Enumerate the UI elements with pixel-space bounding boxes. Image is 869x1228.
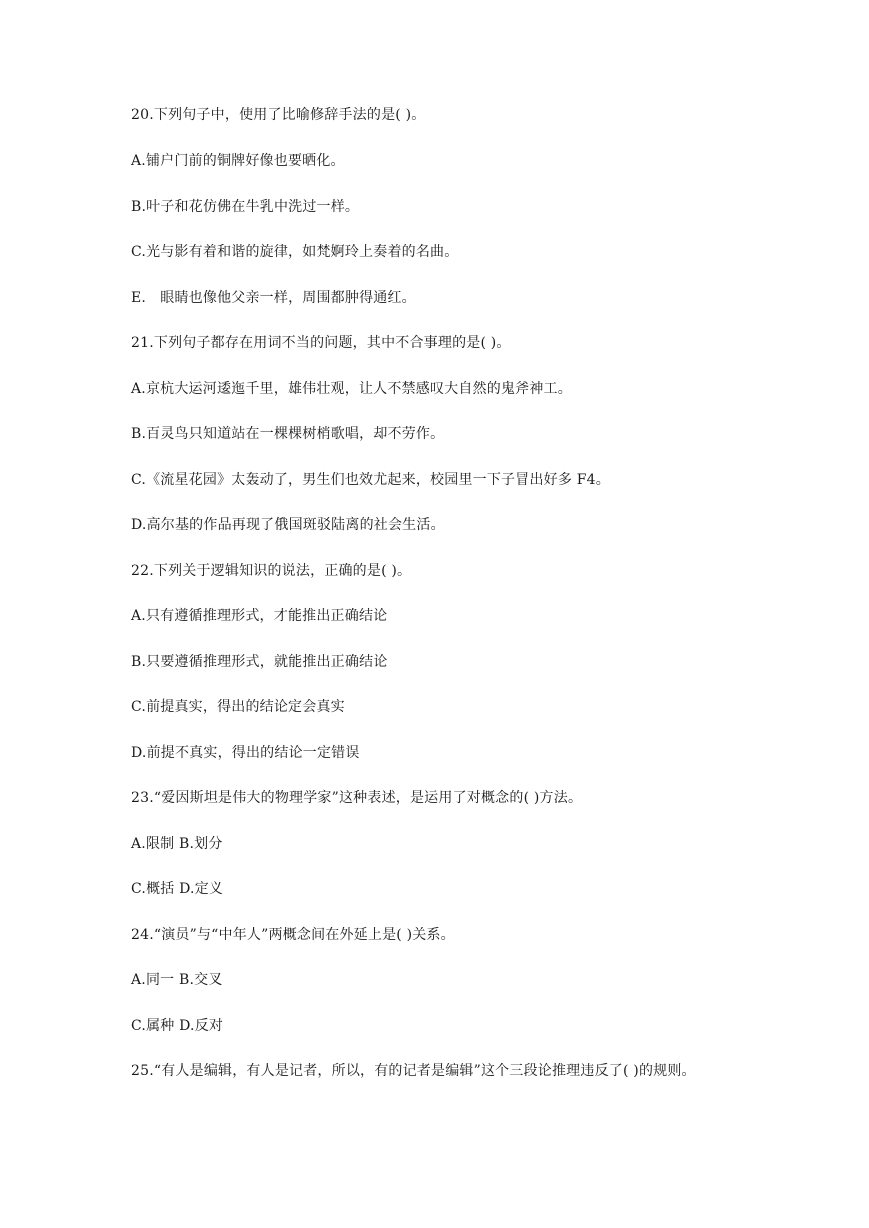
question-24: 24.“演员”与“中年人”两概念间在外延上是( )关系。 — [131, 927, 455, 943]
q20-option-c: C.光与影有着和谐的旋律，如梵婀玲上奏着的名曲。 — [131, 244, 459, 260]
q21-option-b: B.百灵鸟只知道站在一棵棵树梢歌唱，却不劳作。 — [131, 426, 445, 442]
q23-options-cd: C.概括 D.定义 — [131, 881, 224, 897]
q21-option-c: C.《流星花园》太轰动了，男生们也效尤起来，校园里一下子冒出好多 F4。 — [131, 472, 610, 488]
q21-option-d: D.高尔基的作品再现了俄国斑驳陆离的社会生活。 — [131, 517, 445, 533]
question-21: 21.下列句子都存在用词不当的问题，其中不合事理的是( )。 — [131, 335, 511, 351]
q20-option-b: B.叶子和花仿佛在牛乳中洗过一样。 — [131, 199, 360, 215]
q21-option-a: A.京杭大运河逶迤千里，雄伟壮观，让人不禁感叹大自然的鬼斧神工。 — [131, 381, 572, 397]
q20-option-a: A.铺户门前的铜牌好像也要晒化。 — [131, 153, 345, 169]
q20-option-e: E. 眼睛也像他父亲一样，周围都肿得通红。 — [131, 290, 416, 306]
q23-options-ab: A.限制 B.划分 — [131, 836, 223, 852]
q24-options-ab: A.同一 B.交叉 — [131, 972, 223, 988]
question-20: 20.下列句子中，使用了比喻修辞手法的是( )。 — [131, 107, 426, 123]
question-23: 23.“爱因斯坦是伟大的物理学家”这种表述，是运用了对概念的( )方法。 — [131, 790, 583, 806]
q22-option-a: A.只有遵循推理形式，才能推出正确结论 — [131, 608, 388, 624]
q24-options-cd: C.属种 D.反对 — [131, 1018, 224, 1034]
q22-option-d: D.前提不真实，得出的结论一定错误 — [131, 745, 360, 761]
question-22: 22.下列关于逻辑知识的说法，正确的是( )。 — [131, 563, 412, 579]
q22-option-b: B.只要遵循推理形式，就能推出正确结论 — [131, 654, 388, 670]
question-25: 25.“有人是编辑，有人是记者，所以，有的记者是编辑”这个三段论推理违反了( )的规则。 — [131, 1063, 696, 1079]
q22-option-c: C.前提真实，得出的结论定会真实 — [131, 699, 345, 715]
